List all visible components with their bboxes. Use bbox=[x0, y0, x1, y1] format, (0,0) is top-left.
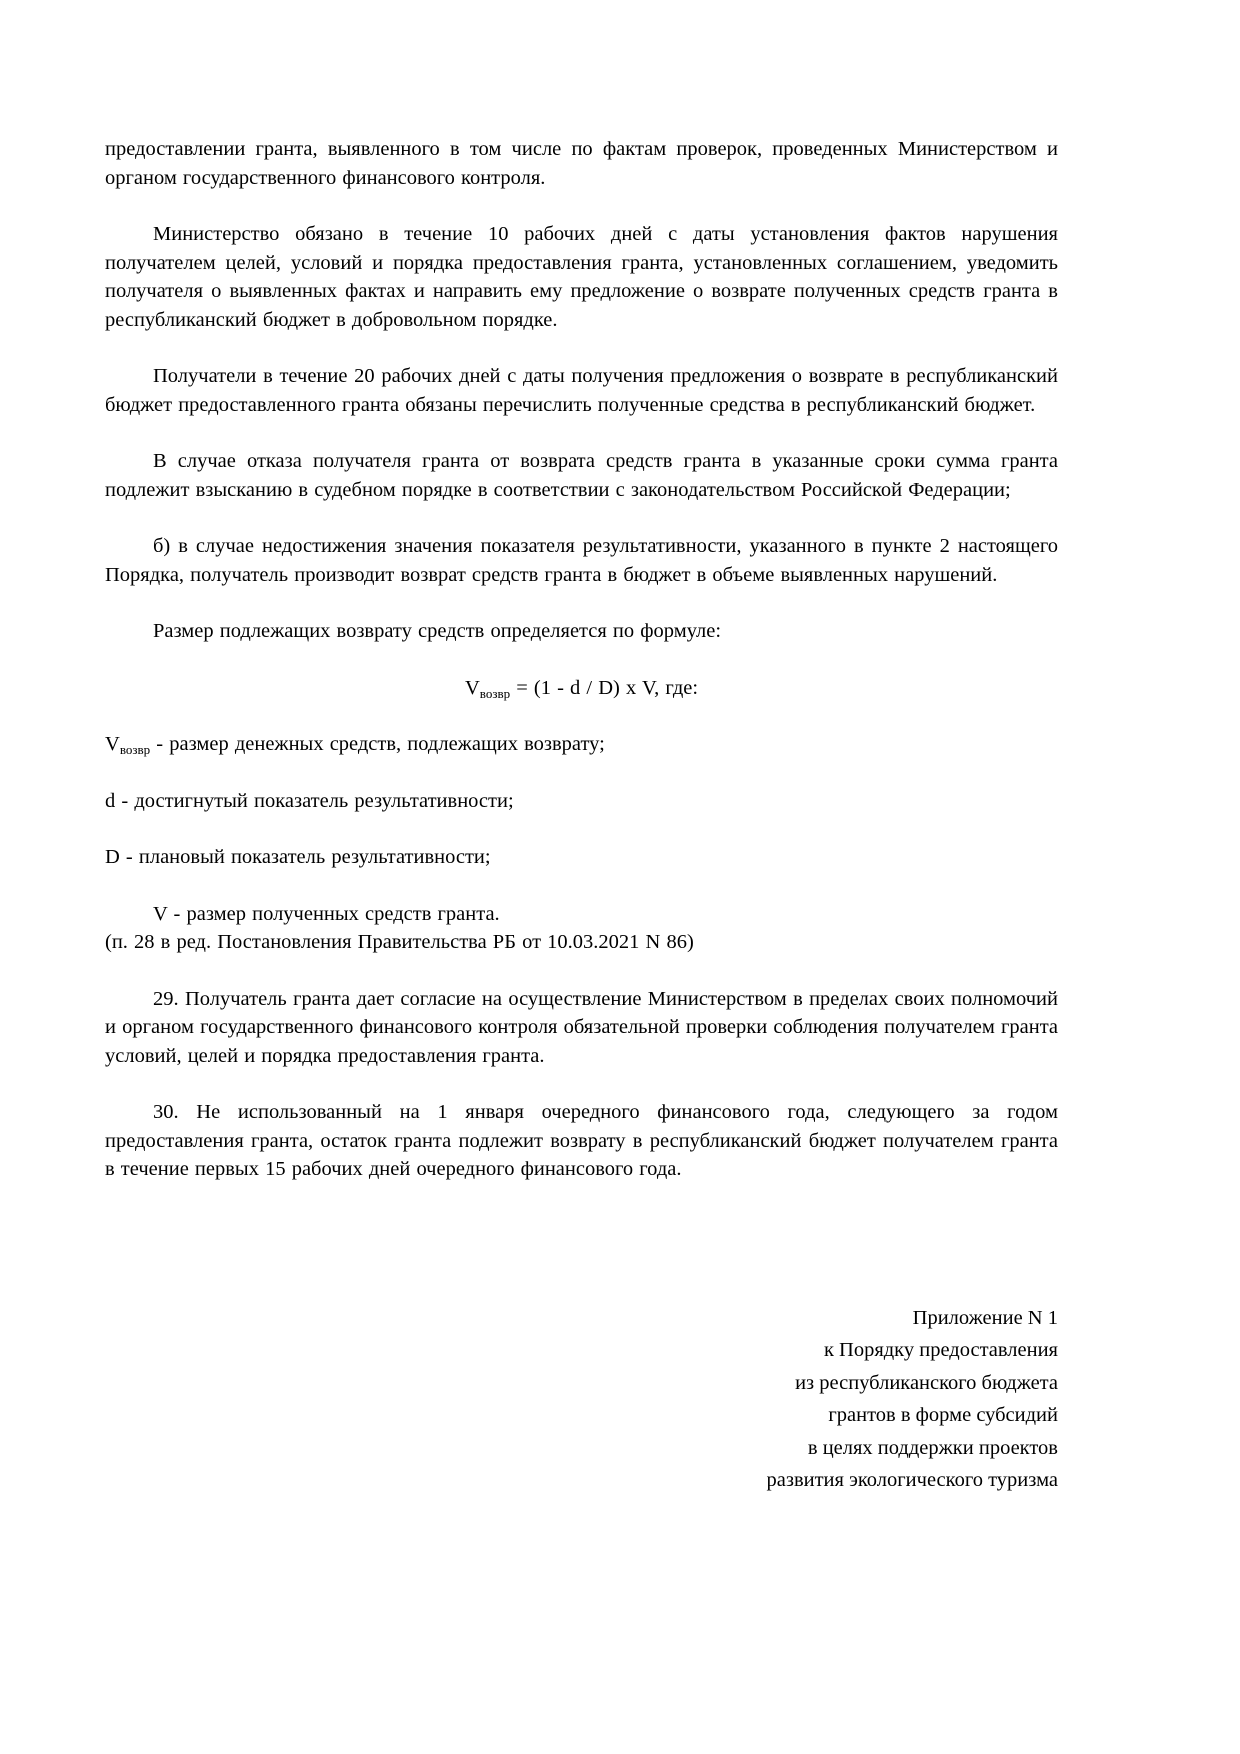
paragraph-recipients-return: Получатели в течение 20 рабочих дней с даты получения предложения о возврате в республиканский бюджет предоставленного гранта обязаны перечислить полученные средства в республиканский бюджет. bbox=[105, 365, 1058, 416]
paragraph-29: 29. Получатель гранта дает согласие на осуществление Министерством в пределах своих полномочий и органом государственного финансового контроля обязательной проверки соблюдения получателем гранта условий, целей и порядка предоставления гранта. bbox=[105, 987, 1058, 1067]
formula-expression: = (1 - d / D) x V, где: bbox=[510, 676, 699, 699]
paragraph-refusal-court: В случае отказа получателя гранта от возврата средств гранта в указанные сроки сумма гранта подлежит взысканию в судебном порядке в соответствии с законодательством Российской Федерации; bbox=[105, 450, 1058, 501]
paragraph-30: 30. Не использованный на 1 января очередного финансового года, следующего за годом предоставления гранта, остаток гранта подлежит возврату в республиканский бюджет получателем гранта в течение первых 15 рабочих дней очередного финансового года. bbox=[105, 1101, 1058, 1180]
definition-text: - размер денежных средств, подлежащих возврату; bbox=[150, 733, 605, 755]
appendix-line: к Порядку предоставления bbox=[823, 1339, 1058, 1361]
formula-line bbox=[105, 674, 1058, 703]
definition-v-vozvr bbox=[105, 730, 1058, 759]
appendix-line: грантов в форме субсидий bbox=[828, 1404, 1058, 1426]
paragraph-ministry-obligation: Министерство обязано в течение 10 рабочих дней с даты установления фактов нарушения получателем целей, условий и порядка предоставления гранта, установленных соглашением, уведомить получателя о выявленных фактах и направить ему предложение о возврате полученных средств гранта в республиканский бюджет в добровольном порядке. bbox=[105, 223, 1058, 331]
definition-subscript: возвр bbox=[119, 742, 151, 757]
appendix-line: развития экологического туризма bbox=[766, 1469, 1058, 1491]
definition-variable: V bbox=[105, 733, 120, 755]
paragraph-continuation: предоставлении гранта, выявленного в том числе по фактам проверок, проведенных Министерством и органом государственного финансового контроля. bbox=[105, 138, 1058, 189]
formula-variable: V bbox=[464, 676, 480, 699]
paragraph-formula-intro: Размер подлежащих возврату средств определяется по формуле: bbox=[153, 620, 722, 642]
formula-subscript: возвр bbox=[479, 685, 511, 701]
amendment-note: (п. 28 в ред. Постановления Правительства РБ от 10.03.2021 N 86) bbox=[105, 931, 694, 953]
definition-plan-d: D - плановый показатель результативности; bbox=[105, 846, 491, 868]
appendix-line: из республиканского бюджета bbox=[795, 1371, 1058, 1394]
appendix-line: в целях поддержки проектов bbox=[807, 1436, 1058, 1459]
appendix-line-title: Приложение N 1 bbox=[912, 1306, 1058, 1329]
definition-v: V - размер полученных средств гранта. bbox=[153, 902, 500, 925]
definition-d: d - достигнутый показатель результативности; bbox=[105, 789, 514, 812]
appendix-block bbox=[105, 1302, 1058, 1497]
paragraph-item-b: б) в случае недостижения значения показателя результативности, указанного в пункте 2 настоящего Порядка, получатель производит возврат средств гранта в бюджет в объеме выявленных нарушений. bbox=[105, 535, 1058, 586]
